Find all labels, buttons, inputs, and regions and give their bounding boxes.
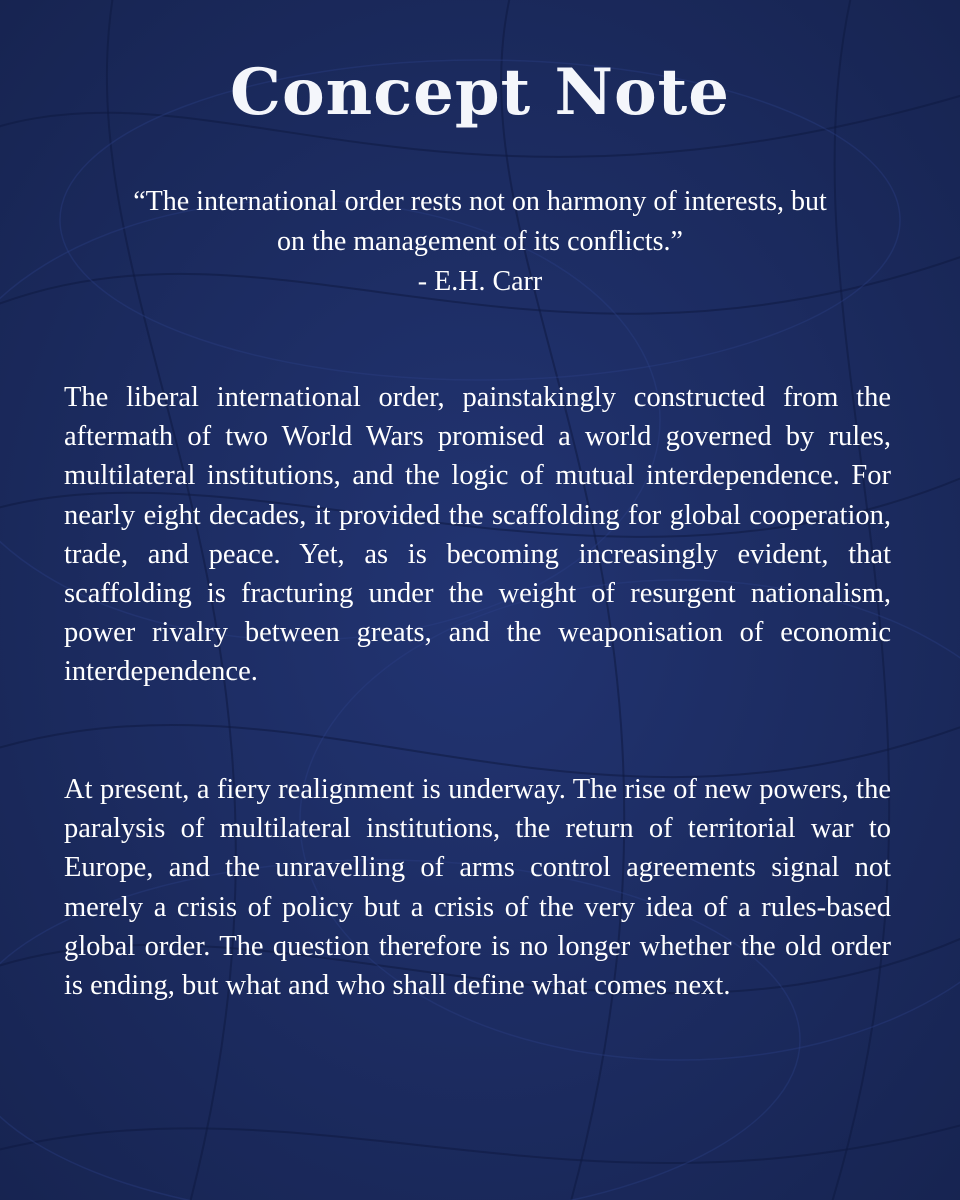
quote-line-2: on the management of its conflicts.” (277, 226, 683, 257)
quote-attribution: - E.H. Carr (417, 266, 543, 297)
page-title: Concept Note (230, 55, 730, 130)
epigraph-quote (40, 182, 920, 302)
body-paragraph-1: The liberal international order, painstakingly constructed from the aftermath of two World Wars promised a world governed by rules, multilateral institutions, and the logic of mutual interdependence. For nearly eight decades, it provided the scaffolding for global cooperation, trade, and peace. Yet, as is becoming increasingly evident, that scaffolding is fracturing under the weight of resurgent nationalism, power rivalry between greats, and the weaponisation of economic interdependence. (64, 382, 891, 688)
quote-line-1: “The international order rests not on harmony of interests, but (133, 186, 827, 217)
body-paragraph-2: At present, a fiery realignment is underway. The rise of new powers, the paralysis of multilateral institutions, the return of territorial war to Europe, and the unravelling of arms control agreements signal not merely a crisis of policy but a crisis of the very idea of a rules-based global order. The question therefore is no longer whether the old order is ending, but what and who shall define what comes next. (64, 774, 891, 1002)
